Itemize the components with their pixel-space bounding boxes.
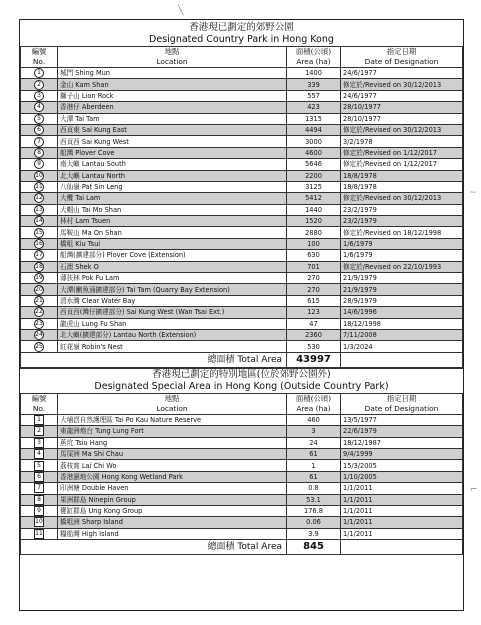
row-number: 2 xyxy=(34,426,44,436)
table-row xyxy=(21,505,463,516)
row-number-cell xyxy=(21,238,58,249)
area-cell: 3000 xyxy=(287,136,341,147)
date-cell: 1/1/2011 xyxy=(341,494,463,505)
section2-total-value: 845 xyxy=(287,540,341,555)
location-cell: 獅子山 Lion Rock xyxy=(58,90,287,101)
row-number: 14 xyxy=(35,217,43,225)
location-cell: 大帽山 Tai Mo Shan xyxy=(58,204,287,215)
date-cell: 修定於/Revised on 30/12/2013 xyxy=(341,79,463,90)
location-cell: 大潭(鰂魚涌擴建部分) Tai Tam (Quarry Bay Extension) xyxy=(58,284,287,295)
row-number-cell xyxy=(21,102,58,113)
section1-total-value: 43997 xyxy=(287,352,341,367)
row-number-cell xyxy=(21,329,58,340)
row-number-cell xyxy=(21,124,58,135)
area-cell: 1315 xyxy=(287,113,341,124)
location-cell: 金山 Kam Shan xyxy=(58,79,287,90)
row-number-cell xyxy=(21,494,58,505)
location-cell: 大欖 Tai Lam xyxy=(58,193,287,204)
location-cell: 紅花嶺 Robin's Nest xyxy=(58,341,287,352)
area-cell: 0.06 xyxy=(287,517,341,528)
location-cell: 西貢東 Sai Kung East xyxy=(58,124,287,135)
table-row xyxy=(21,483,463,494)
scan-mark: ⌐ xyxy=(470,485,478,495)
location-cell: 荔枝窩 Lai Chi Wo xyxy=(58,460,287,471)
row-number: 1 xyxy=(34,68,44,78)
area-cell: 1400 xyxy=(287,68,341,79)
date-cell: 24/6/1977 xyxy=(341,68,463,79)
row-number-cell xyxy=(21,193,58,204)
row-number: 5 xyxy=(34,461,44,471)
table-row xyxy=(21,284,463,295)
row-number: 9 xyxy=(34,159,44,169)
header-location: 地點 Location xyxy=(58,47,287,68)
location-cell: 西貢西 Sai Kung West xyxy=(58,136,287,147)
area-cell: 2360 xyxy=(287,329,341,340)
area-cell: 557 xyxy=(287,90,341,101)
row-number: 4 xyxy=(34,102,44,112)
area-cell: 123 xyxy=(287,307,341,318)
table-row xyxy=(21,147,463,158)
row-number: 12 xyxy=(35,194,43,202)
row-number: 21 xyxy=(35,297,43,304)
row-number: 22 xyxy=(35,308,43,316)
area-cell: 615 xyxy=(287,295,341,306)
row-number-cell xyxy=(21,307,58,318)
table-row xyxy=(21,170,463,181)
location-cell: 甕缸群島 Ung Kong Group xyxy=(58,505,287,516)
location-cell: 果洲群島 Ninepin Group xyxy=(58,494,287,505)
row-number-cell xyxy=(21,216,58,227)
location-cell: 船灣(擴建部分) Plover Cove (Extension) xyxy=(58,250,287,261)
area-cell: 270 xyxy=(287,284,341,295)
date-cell: 1/1/2011 xyxy=(341,517,463,528)
section2-title-en: Designated Special Area in Hong Kong (Outside Country Park) xyxy=(94,380,389,392)
row-number: 3 xyxy=(34,91,44,101)
area-cell: 47 xyxy=(287,318,341,329)
table-row xyxy=(21,295,463,306)
header-no: 編號 No. xyxy=(21,393,58,414)
section1-total-label: 總面積 Total Area xyxy=(21,352,287,367)
area-cell: 270 xyxy=(287,273,341,284)
table-row xyxy=(21,90,463,101)
row-number-cell xyxy=(21,273,58,284)
location-cell: 南大嶼 Lantau South xyxy=(58,159,287,170)
area-cell: 5412 xyxy=(287,193,341,204)
date-cell: 18/12/1998 xyxy=(341,318,463,329)
location-cell: 馬鞍山 Ma On Shan xyxy=(58,227,287,238)
row-number-cell xyxy=(21,227,58,238)
table-row xyxy=(21,261,463,272)
row-number: 8 xyxy=(34,495,44,505)
table-row xyxy=(21,79,463,90)
row-number: 7 xyxy=(34,137,44,147)
header-date: 指定日期 Date of Designation xyxy=(341,393,463,414)
row-number-cell xyxy=(21,460,58,471)
date-cell: 28/10/1977 xyxy=(341,102,463,113)
table-row xyxy=(21,517,463,528)
row-number-cell xyxy=(21,295,58,306)
location-cell: 龍虎山 Lung Fu Shan xyxy=(58,318,287,329)
table-row xyxy=(21,460,463,471)
location-cell: 馬屎洲 Ma Shi Chau xyxy=(58,448,287,459)
row-number-cell xyxy=(21,483,58,494)
row-number: 8 xyxy=(34,148,44,158)
section2-total-label: 總面積 Total Area xyxy=(21,540,287,555)
date-cell: 1/3/2024 xyxy=(341,341,463,352)
row-number-cell xyxy=(21,90,58,101)
row-number-cell xyxy=(21,170,58,181)
row-number-cell xyxy=(21,448,58,459)
date-cell: 13/5/1977 xyxy=(341,414,463,425)
location-cell: 船灣 Plover Cove xyxy=(58,147,287,158)
row-number-cell xyxy=(21,414,58,425)
table-row xyxy=(21,216,463,227)
location-cell: 糧船灣 High Island xyxy=(58,528,287,539)
date-cell: 24/6/1977 xyxy=(341,90,463,101)
scan-mark: ╲ xyxy=(178,6,184,16)
location-cell: 東龍洲炮台 Tung Lung Fort xyxy=(58,426,287,437)
date-cell: 18/8/1978 xyxy=(341,181,463,192)
date-cell: 修定於/Revised on 30/12/2013 xyxy=(341,124,463,135)
row-number-cell xyxy=(21,181,58,192)
table-row xyxy=(21,307,463,318)
date-cell: 21/9/1979 xyxy=(341,284,463,295)
location-cell: 北大嶼(擴建部分) Lantau North (Extension) xyxy=(58,329,287,340)
table-row xyxy=(21,329,463,340)
table-row xyxy=(21,102,463,113)
area-cell: 61 xyxy=(287,448,341,459)
date-cell: 21/9/1979 xyxy=(341,273,463,284)
header-area: 面積(公頃) Area (ha) xyxy=(287,393,341,414)
section1-title xyxy=(20,20,463,46)
location-cell: 大潭 Tai Tam xyxy=(58,113,287,124)
area-cell: 5646 xyxy=(287,159,341,170)
area-cell: 1 xyxy=(287,460,341,471)
row-number-cell xyxy=(21,517,58,528)
area-cell: 61 xyxy=(287,471,341,482)
row-number: 3 xyxy=(34,438,44,448)
date-cell: 23/2/1979 xyxy=(341,204,463,215)
row-number-cell xyxy=(21,528,58,539)
row-number: 20 xyxy=(35,285,43,293)
area-cell: 3 xyxy=(287,426,341,437)
table-row xyxy=(21,341,463,352)
row-number-cell xyxy=(21,204,58,215)
row-number: 11 xyxy=(35,183,43,191)
row-number: 6 xyxy=(34,125,44,135)
location-cell: 蕉坑 Tsiu Hang xyxy=(58,437,287,448)
date-cell: 1/10/2005 xyxy=(341,471,463,482)
table-row xyxy=(21,181,463,192)
row-number-cell xyxy=(21,113,58,124)
table-row xyxy=(21,273,463,284)
table-row xyxy=(21,238,463,249)
date-cell: 18/12/1987 xyxy=(341,437,463,448)
location-cell: 八仙嶺 Pat Sin Leng xyxy=(58,181,287,192)
location-cell: 西貢西(灣仔擴建部分) Sai Kung West (Wan Tsai Ext.) xyxy=(58,307,287,318)
section1-title-zh: 香港現已劃定的郊野公園 xyxy=(189,22,294,33)
row-number-cell xyxy=(21,505,58,516)
country-park-table xyxy=(20,46,463,368)
row-number: 7 xyxy=(34,483,44,493)
table-row xyxy=(21,124,463,135)
section2-title-zh: 香港現已劃定的特別地區(位於郊野公園外) xyxy=(152,368,331,380)
section1-title-en: Designated Country Park in Hong Kong xyxy=(149,34,334,45)
table-row xyxy=(21,250,463,261)
location-cell: 石澳 Shek O xyxy=(58,261,287,272)
row-number: 19 xyxy=(35,274,43,282)
date-cell: 28/9/1979 xyxy=(341,295,463,306)
table-row xyxy=(21,426,463,437)
header-date: 指定日期 Date of Designation xyxy=(341,47,463,68)
date-cell: 7/11/2008 xyxy=(341,329,463,340)
date-cell: 1/6/1979 xyxy=(341,250,463,261)
table-row xyxy=(21,494,463,505)
date-cell: 1/6/1979 xyxy=(341,238,463,249)
date-cell: 修定於/Revised on 18/12/1998 xyxy=(341,227,463,238)
location-cell: 薄扶林 Pok Fu Lam xyxy=(58,273,287,284)
date-cell: 3/2/1978 xyxy=(341,136,463,147)
date-cell: 1/1/2011 xyxy=(341,528,463,539)
row-number: 18 xyxy=(35,262,43,270)
location-cell: 北大嶼 Lantau North xyxy=(58,170,287,181)
designation-document xyxy=(19,19,464,611)
date-cell: 修定於/Revised on 22/10/1993 xyxy=(341,261,463,272)
row-number-cell xyxy=(21,147,58,158)
row-number: 10 xyxy=(35,518,43,526)
date-cell: 14/6/1996 xyxy=(341,307,463,318)
table-row xyxy=(21,204,463,215)
row-number-cell xyxy=(21,426,58,437)
area-cell: 176.8 xyxy=(287,505,341,516)
row-number: 10 xyxy=(35,171,43,179)
table-row xyxy=(21,437,463,448)
date-cell: 修定於/Revised on 1/12/2017 xyxy=(341,159,463,170)
area-cell: 53.1 xyxy=(287,494,341,505)
row-number-cell xyxy=(21,68,58,79)
area-cell: 630 xyxy=(287,250,341,261)
area-cell: 530 xyxy=(287,341,341,352)
area-cell: 24 xyxy=(287,437,341,448)
row-number-cell xyxy=(21,437,58,448)
area-cell: 100 xyxy=(287,238,341,249)
row-number: 25 xyxy=(35,342,43,350)
row-number: 13 xyxy=(35,205,43,213)
area-cell: 4494 xyxy=(287,124,341,135)
row-number-cell xyxy=(21,250,58,261)
header-no: 編號 No. xyxy=(21,47,58,68)
location-cell: 城門 Shing Mun xyxy=(58,68,287,79)
location-cell: 香港仔 Aberdeen xyxy=(58,102,287,113)
row-number-cell xyxy=(21,159,58,170)
location-cell: 林村 Lam Tsuen xyxy=(58,216,287,227)
area-cell: 3.9 xyxy=(287,528,341,539)
row-number-cell xyxy=(21,79,58,90)
location-cell: 印洲塘 Double Haven xyxy=(58,483,287,494)
location-cell: 橋咀洲 Sharp Island xyxy=(58,517,287,528)
location-cell: 香港濕地公園 Hong Kong Wetland Park xyxy=(58,471,287,482)
row-number-cell xyxy=(21,471,58,482)
date-cell: 22/6/1979 xyxy=(341,426,463,437)
area-cell: 460 xyxy=(287,414,341,425)
date-cell: 18/8/1978 xyxy=(341,170,463,181)
row-number-cell xyxy=(21,318,58,329)
area-cell: 701 xyxy=(287,261,341,272)
row-number: 5 xyxy=(34,114,44,124)
special-area-table xyxy=(20,393,463,555)
table-row xyxy=(21,159,463,170)
row-number: 6 xyxy=(34,472,44,482)
date-cell: 1/1/2011 xyxy=(341,505,463,516)
area-cell: 339 xyxy=(287,79,341,90)
section2-total-row xyxy=(21,540,463,555)
row-number: 9 xyxy=(34,506,44,516)
row-number: 2 xyxy=(34,80,44,90)
area-cell: 423 xyxy=(287,102,341,113)
table-row xyxy=(21,471,463,482)
table-row xyxy=(21,528,463,539)
section1-total-row xyxy=(21,352,463,367)
row-number-cell xyxy=(21,136,58,147)
area-cell: 3125 xyxy=(287,181,341,192)
header-location: 地點 Location xyxy=(58,393,287,414)
area-cell: 4600 xyxy=(287,147,341,158)
date-cell: 修定於/Revised on 1/12/2017 xyxy=(341,147,463,158)
table-row xyxy=(21,414,463,425)
date-cell: 1/1/2011 xyxy=(341,483,463,494)
row-number: 11 xyxy=(35,529,43,537)
row-number: 24 xyxy=(35,331,43,339)
row-number: 4 xyxy=(34,449,44,459)
row-number-cell xyxy=(21,341,58,352)
section2-title xyxy=(20,368,463,393)
area-cell: 2880 xyxy=(287,227,341,238)
area-cell: 2200 xyxy=(287,170,341,181)
area-cell: 1520 xyxy=(287,216,341,227)
header-area: 面積(公頃) Area (ha) xyxy=(287,47,341,68)
location-cell: 橋咀 Kiu Tsui xyxy=(58,238,287,249)
row-number-cell xyxy=(21,261,58,272)
date-cell: 28/10/1977 xyxy=(341,113,463,124)
date-cell: 9/4/1999 xyxy=(341,448,463,459)
scan-mark: ~ xyxy=(469,188,477,198)
row-number: 15 xyxy=(35,228,43,236)
table-row xyxy=(21,136,463,147)
row-number: 17 xyxy=(35,251,43,259)
row-number: 23 xyxy=(35,319,43,327)
row-number-cell xyxy=(21,284,58,295)
location-cell: 大埔滘自然護理區 Tai Po Kau Nature Reserve xyxy=(58,414,287,425)
table-row xyxy=(21,227,463,238)
area-cell: 1440 xyxy=(287,204,341,215)
area-cell: 0.8 xyxy=(287,483,341,494)
date-cell: 修定於/Revised on 30/12/2013 xyxy=(341,193,463,204)
table-row xyxy=(21,68,463,79)
date-cell: 23/2/1979 xyxy=(341,216,463,227)
table-row xyxy=(21,318,463,329)
date-cell: 15/3/2005 xyxy=(341,460,463,471)
table-row xyxy=(21,448,463,459)
row-number: 1 xyxy=(34,415,44,425)
table-row xyxy=(21,113,463,124)
table-row xyxy=(21,193,463,204)
row-number: 16 xyxy=(35,240,43,248)
location-cell: 清水灣 Clear Water Bay xyxy=(58,295,287,306)
